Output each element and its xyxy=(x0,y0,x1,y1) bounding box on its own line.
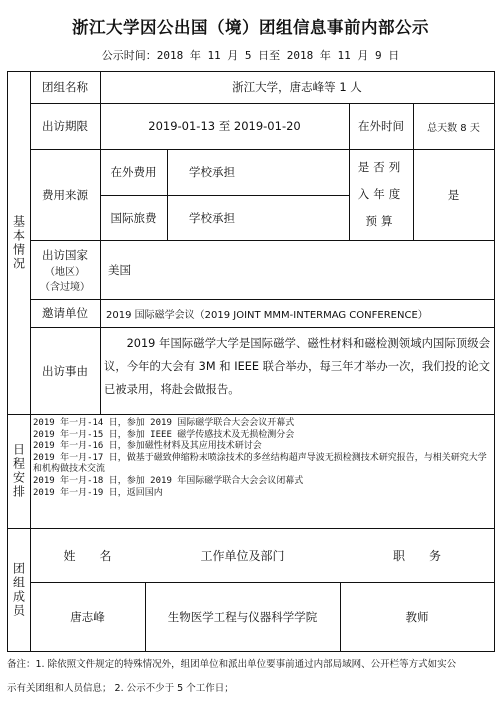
note-line-1: 备注：1. 除依照文件规定的特殊情况外，组团单位和派出单位要事前通过内部局域网、公开栏等方式如实公 xyxy=(7,659,457,670)
section-schedule-label: 日程安排 xyxy=(11,443,26,499)
country-label-line3: （含过境） xyxy=(40,281,90,293)
members-header-title: 职 务 xyxy=(392,548,441,563)
budget-value: 是 xyxy=(447,187,460,202)
inviter-label: 邀请单位 xyxy=(42,306,88,320)
reason-label: 出访事由 xyxy=(42,363,88,378)
funding-label: 费用来源 xyxy=(42,187,88,202)
members-header-name: 姓 名 xyxy=(63,548,112,563)
days-abroad-value: 总天数 8 天 xyxy=(427,122,480,134)
members-header-unit: 工作单位及部门 xyxy=(200,548,285,563)
section-members-label: 团组成员 xyxy=(11,561,26,618)
member-title: 教师 xyxy=(405,609,429,624)
section-basic-label: 基本情况 xyxy=(11,214,26,271)
row-divider xyxy=(7,414,495,415)
visit-period-value: 2019-01-13 至 2019-01-20 xyxy=(148,119,301,133)
schedule-item: 2019 年一月-19 日，返回国内 xyxy=(33,487,163,498)
abroad-cost-label: 在外费用 xyxy=(110,165,157,179)
days-abroad-label: 在外时间 xyxy=(358,119,404,133)
table-border-right xyxy=(494,71,495,652)
abroad-cost-value: 学校承担 xyxy=(189,165,235,179)
visit-period-label: 出访期限 xyxy=(42,119,88,133)
schedule-item: 2019 年一月-14 日，参加 2019 国际磁学联合大会会议开幕式 xyxy=(33,418,295,428)
schedule-item: 2019 年一月-18 日，参加 2019 年国际磁学联合大会会议闭幕式 xyxy=(33,475,304,486)
member-name: 唐志峰 xyxy=(70,609,105,624)
schedule-list xyxy=(33,418,491,499)
member-unit: 生物医学工程与仪器科学学院 xyxy=(167,609,318,624)
page-subtitle: 公示时间：2018 年 11 月 5 日至 2018 年 11 月 9 日 xyxy=(101,49,400,62)
note-line-2: 示有关团组和人员信息； 2. 公示不少于 5 个工作日； xyxy=(7,683,234,694)
country-label xyxy=(30,240,100,299)
country-label-line1: 出访国家 xyxy=(42,247,88,262)
country-value: 美国 xyxy=(108,262,131,277)
page-title: 浙江大学因公出国（境）团组信息事前内部公示 xyxy=(72,18,429,37)
reason-value: 2019 年国际磁学大学是国际磁学、磁性材料和磁检测领域内国际顶级会议，今年的大会有 3M 和 IEEE 联合举办，每三年才举办一次，我们投的论文已被录用，将赴会做报告。 xyxy=(104,337,490,396)
schedule-item: 2019 年一月-16 日，参加磁性材料及其应用技术研讨会 xyxy=(33,441,262,452)
country-label-line2: （地区） xyxy=(45,266,85,278)
budget-label: 是否列入年度预算 xyxy=(357,160,405,228)
group-name-value: 浙江大学，唐志峰等 1 人 xyxy=(232,80,362,94)
schedule-item: 2019 年一月-17 日，做基于磁致伸缩粉末喷涂技术的多丝结构超声导波无损检测技术研究报告，与相关研究大学和机构做技术交流 xyxy=(33,452,487,475)
inviter-value: 2019 国际磁学会议（2019 JOINT MMM-INTERMAG CONFERENCE） xyxy=(106,309,428,321)
table-border-bottom xyxy=(7,651,495,652)
schedule-item: 2019 年一月-15 日，参加 IEEE 磁学传感技术及无损检测分会 xyxy=(33,429,295,440)
group-name-label: 团组名称 xyxy=(42,80,88,94)
travel-cost-label: 国际旅费 xyxy=(110,210,157,225)
travel-cost-value: 学校承担 xyxy=(189,210,235,225)
